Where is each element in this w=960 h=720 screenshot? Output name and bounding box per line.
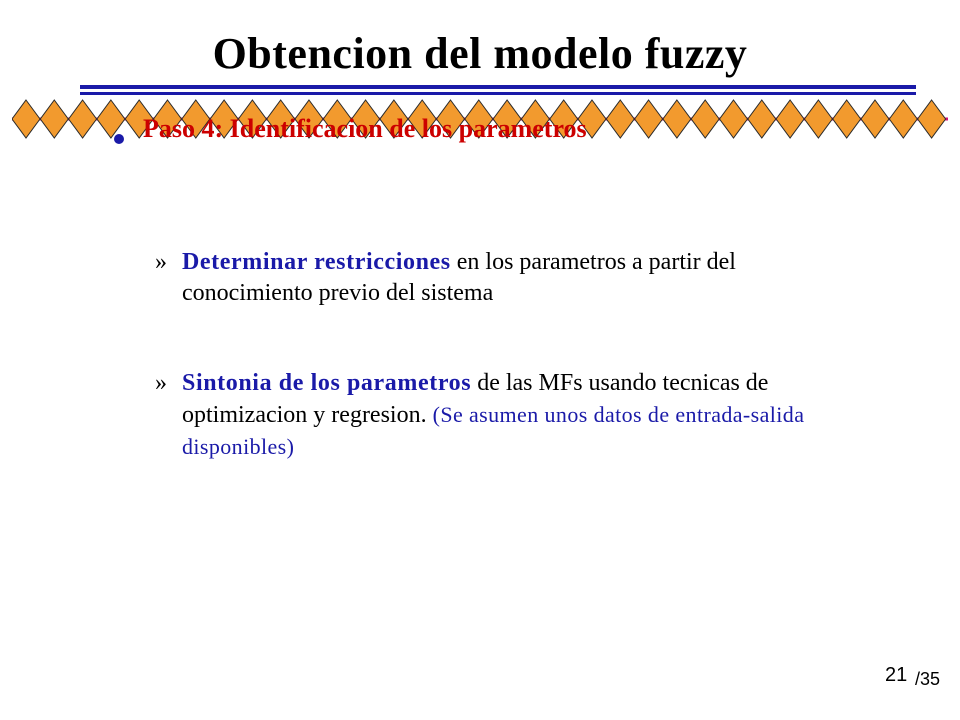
title-rule-bottom xyxy=(80,92,916,95)
item-text: en los parametros a partir del conocimiento previo del sistema xyxy=(182,249,736,306)
border-diamond xyxy=(663,100,691,138)
item-text: de las MFs usando tecnicas de optimizacion y regresion. xyxy=(182,370,769,428)
border-diamond xyxy=(40,100,68,138)
step-heading: Paso 4: Identificacion de los parametros xyxy=(143,114,587,143)
list-marker: » xyxy=(155,370,167,396)
list-item-body xyxy=(182,247,872,309)
item-keyword: Determinar restricciones xyxy=(182,249,451,275)
border-diamond xyxy=(918,100,946,138)
border-diamond xyxy=(606,100,634,138)
border-diamond xyxy=(69,100,97,138)
border-diamond xyxy=(804,100,832,138)
border-diamond xyxy=(861,100,889,138)
border-diamond xyxy=(889,100,917,138)
step-bullet xyxy=(114,134,124,144)
border-diamond xyxy=(720,100,748,138)
border-diamond xyxy=(776,100,804,138)
border-diamond xyxy=(748,100,776,138)
title-rule-top xyxy=(80,85,916,89)
border-diamond xyxy=(12,100,40,138)
item-note: (Se asumen unos datos de entrada-salida disponibles) xyxy=(182,402,805,459)
slide-title: Obtencion del modelo fuzzy xyxy=(212,29,748,78)
border-diamond xyxy=(691,100,719,138)
list-marker: » xyxy=(155,249,167,275)
item-keyword: Sintonia de los parametros xyxy=(182,370,472,396)
page-number: 21 xyxy=(885,664,908,686)
list-item-body xyxy=(182,368,872,463)
page-total: /35 xyxy=(915,669,941,689)
border-diamond xyxy=(635,100,663,138)
border-diamond xyxy=(833,100,861,138)
border-diamond xyxy=(97,100,125,138)
